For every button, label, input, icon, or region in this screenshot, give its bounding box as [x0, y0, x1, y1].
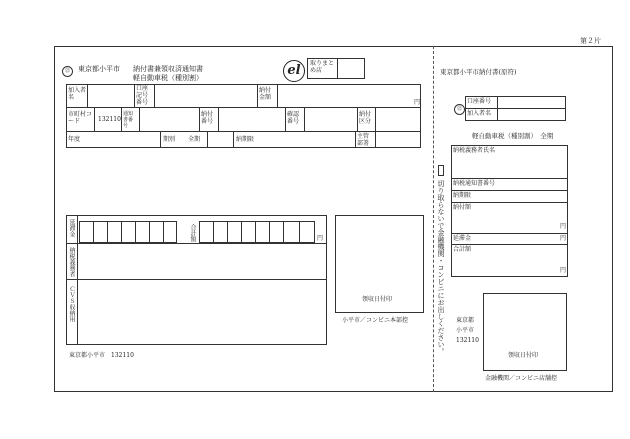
- payer-row: [66, 84, 421, 108]
- receipt-note: 小平市／コンビニ本部控: [342, 317, 409, 324]
- total-yen: 円: [317, 235, 324, 242]
- amount-yen-right: 円: [560, 223, 567, 230]
- total-label-right: 合計額: [453, 246, 472, 253]
- total-yen-right: 円: [560, 267, 567, 274]
- amount-label: 納付金額: [259, 87, 272, 101]
- deadline-label-right: 納期限: [453, 192, 472, 199]
- payer-label: 加入者名: [68, 87, 87, 101]
- handling-box-label: 取りまとめ店: [310, 60, 335, 74]
- issuer-name: 東京都小平市: [78, 65, 120, 73]
- cut-notice-marker: [438, 165, 444, 176]
- amount-yen: 円: [414, 99, 421, 106]
- page-label: 第２片: [580, 37, 601, 45]
- cut-notice: 切り取らないで金融機関・コンビニにお出しください。: [437, 180, 445, 355]
- late-fee-yen-right: 円: [560, 235, 567, 242]
- tax-title: 軽自動車税（種別割） 全期: [472, 132, 554, 140]
- payment-class-label: 納付区分: [359, 111, 372, 125]
- year-label: 年度: [68, 136, 81, 143]
- receipt-stamp-label: 領収日付印: [362, 296, 393, 303]
- cut-line: [433, 46, 434, 392]
- taxpayer-name-label: 納税義務者氏名: [453, 147, 496, 154]
- total-label: 合計額: [189, 224, 196, 242]
- seal-mark: ㉒: [62, 66, 73, 77]
- late-fee-label: 延滞金: [68, 219, 75, 237]
- period-label: 期別: [163, 136, 176, 143]
- municipal-code-label: 市町村コード: [68, 111, 93, 125]
- slip-subtitle: 軽自動車税（種別割）: [133, 74, 203, 82]
- amount-label-right: 納付額: [453, 204, 472, 211]
- right-receipt-note: 金融機関／コンビニ店舗控: [485, 375, 558, 382]
- notice-no-label-right: 納税通知書番号: [453, 180, 496, 187]
- account-code-label: 口座記号番号: [136, 85, 149, 106]
- deadline-label: 納期限: [236, 136, 255, 143]
- late-fee-label-right: 延滞金: [453, 235, 472, 242]
- right-header: 東京都小平市納付書(原符): [440, 68, 517, 76]
- payment-no-label: 納付番号: [201, 111, 214, 125]
- check-no-label: 確認番号: [287, 111, 300, 125]
- right-receipt-stamp-label: 領収日付印: [508, 352, 539, 359]
- total-digits: [199, 221, 315, 243]
- left-footer: 東京都小平市 132110: [69, 352, 134, 359]
- period-value: 全期: [188, 136, 201, 143]
- account-label: 口座番号: [467, 98, 492, 105]
- right-seal-mark: ㉒: [454, 104, 465, 115]
- dept-label: 主管部署: [357, 133, 370, 147]
- right-issuer-1: 東京都: [456, 317, 475, 324]
- cvs-label: ＣＶＳ収納用: [68, 286, 75, 322]
- right-issuer-code: 132110: [456, 337, 479, 344]
- slip-title: 納付書兼領収済通知書: [133, 65, 203, 73]
- taxpayer-label: 納税義務者: [68, 247, 75, 277]
- payment-logo: el: [283, 60, 305, 82]
- right-issuer-2: 小平市: [456, 327, 475, 334]
- municipal-code-value: 132110: [98, 116, 121, 123]
- subscriber-label: 加入者名: [467, 110, 492, 117]
- notice-no-label: 通知書番号: [123, 111, 134, 129]
